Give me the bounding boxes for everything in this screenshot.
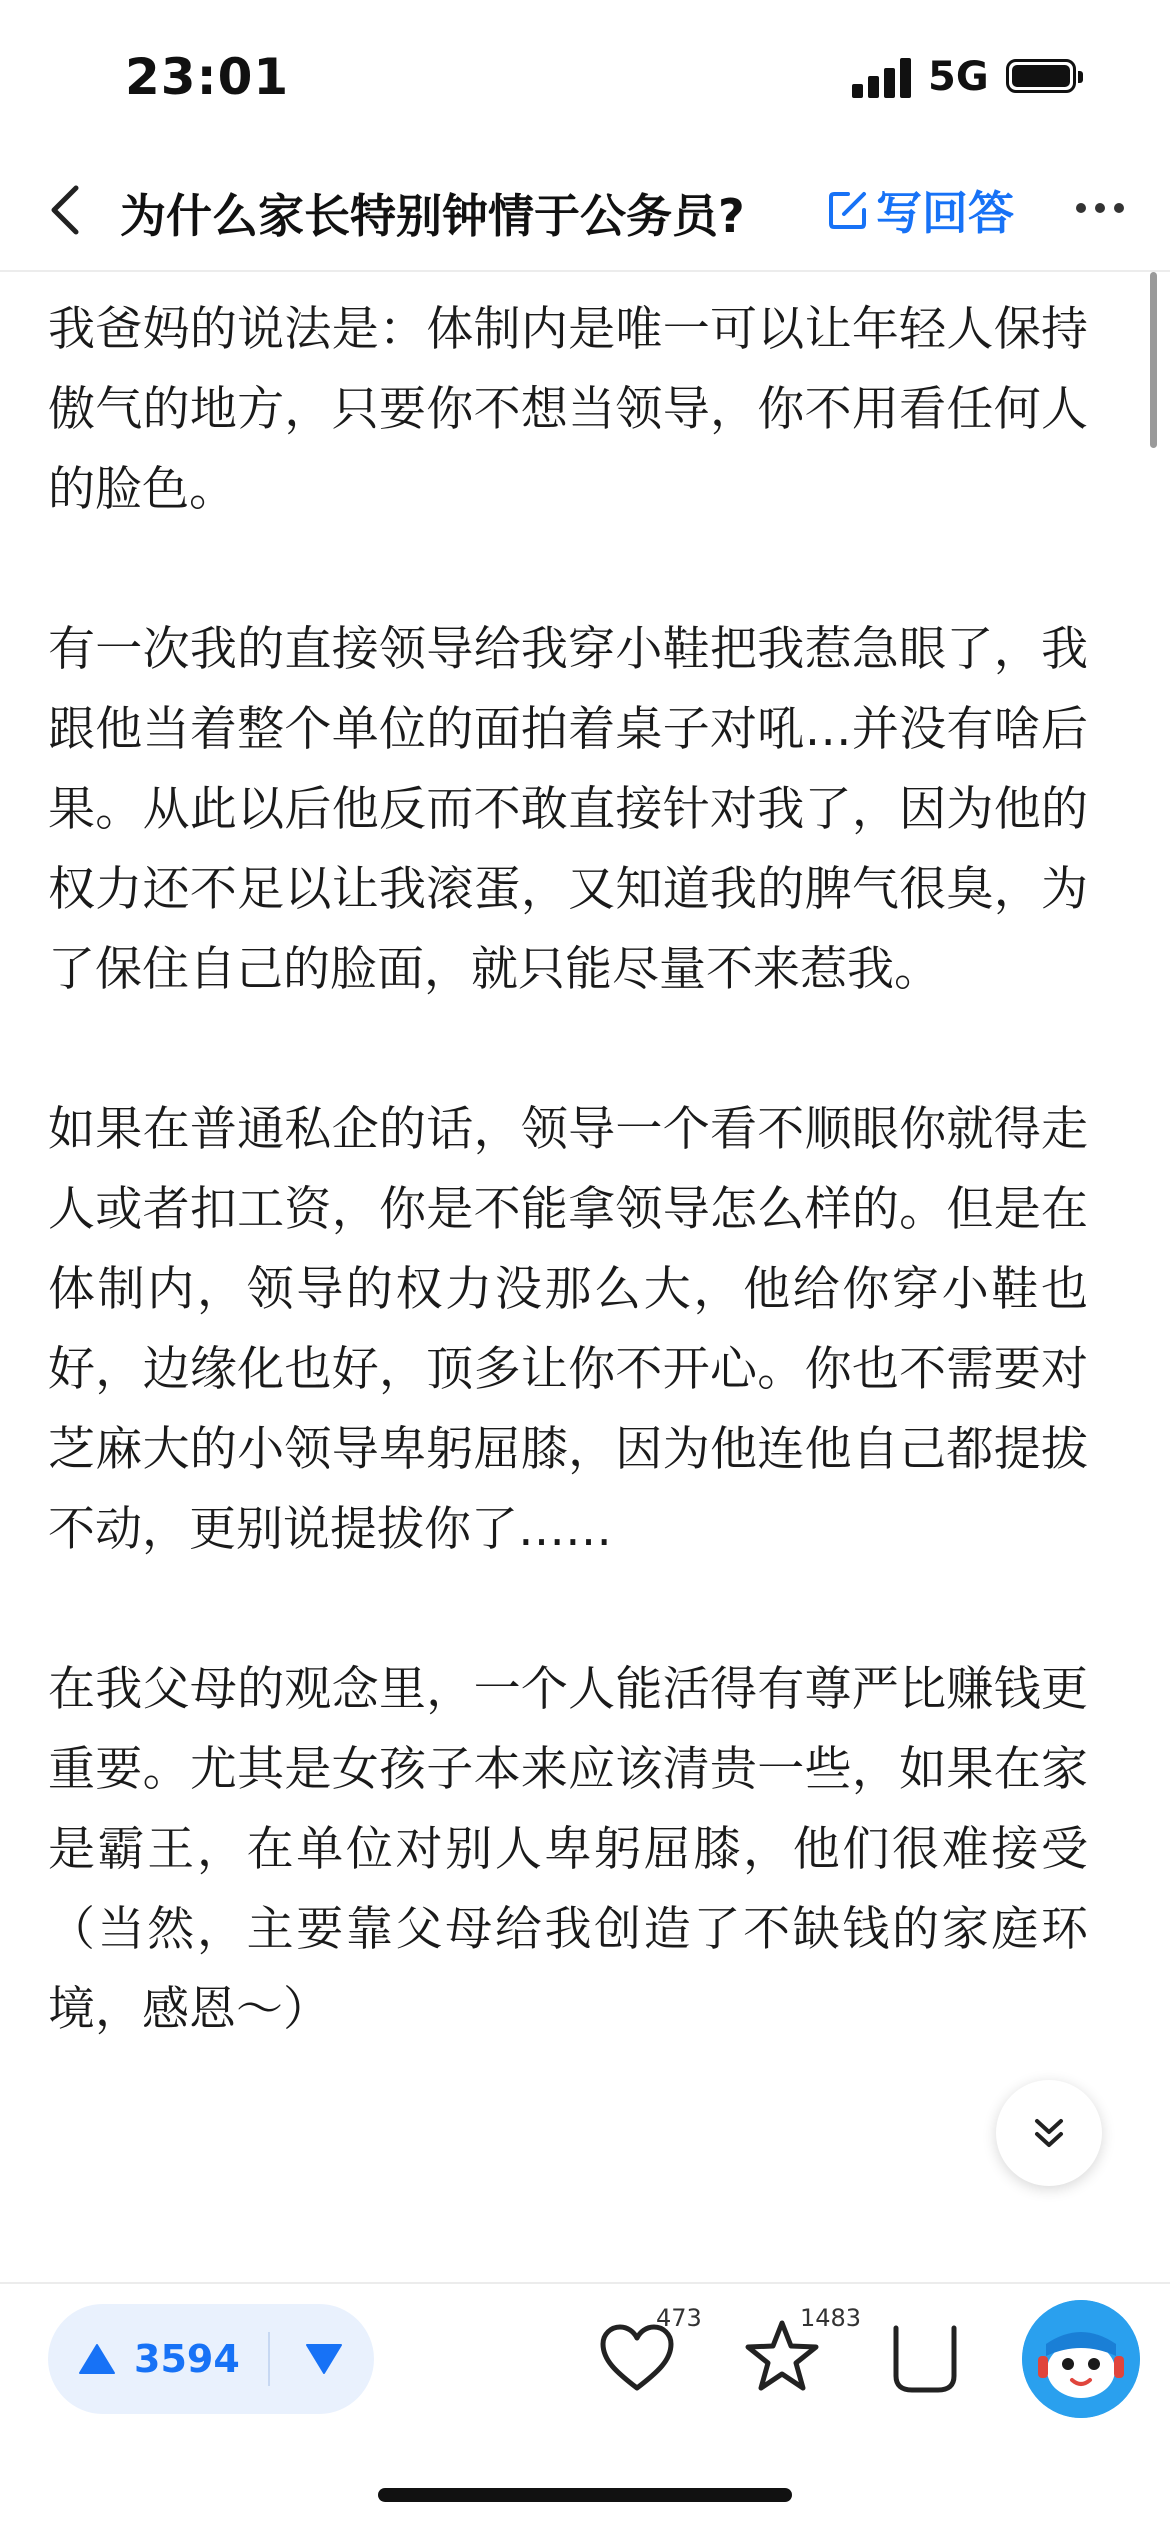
avatar[interactable]	[1022, 2300, 1140, 2418]
vote-control	[48, 2304, 374, 2414]
answer-paragraph: 有一次我的直接领导给我穿小鞋把我惹急眼了，我跟他当着整个单位的面拍着桌子对吼…并没有啥后果。从此以后他反而不敢直接针对我了，因为他的权力还不足以让我滚蛋，又知道我的脾气很臭，为了保住自己的脸面，就只能尽量不来惹我。	[48, 622, 1088, 997]
home-indicator[interactable]	[378, 2488, 792, 2502]
mascot-icon	[1022, 2300, 1140, 2418]
answer-content	[48, 290, 1088, 2130]
answer-paragraph: 如果在普通私企的话，领导一个看不顺眼你就得走人或者扣工资，你是不能拿领导怎么样的。但是在体制内，领导的权力没那么大，他给你穿小鞋也好，边缘化也好，顶多让你不开心。你也不需要对芝麻大的小领导卑躬屈膝，因为他连他自己都提拔不动，更别说提拔你了……	[48, 1102, 1088, 1557]
like-count: 473	[656, 2304, 702, 2332]
edit-icon	[826, 188, 870, 232]
back-icon[interactable]	[44, 180, 92, 240]
scrollbar[interactable]	[1150, 272, 1157, 448]
write-answer-button[interactable]	[826, 180, 1014, 240]
upvote-icon	[78, 2343, 116, 2375]
signal-icon	[852, 58, 914, 98]
status-time: 23:01	[125, 48, 290, 106]
nav-header	[0, 150, 1170, 272]
status-bar	[0, 0, 1170, 150]
heart-icon[interactable]	[598, 2322, 676, 2394]
comment-icon[interactable]	[890, 2324, 960, 2396]
write-answer-label: 写回答	[876, 186, 1014, 240]
upvote-button[interactable]	[78, 2304, 240, 2414]
network-type: 5G	[928, 54, 989, 100]
vote-divider	[268, 2332, 270, 2386]
scroll-down-icon	[1029, 2113, 1069, 2153]
question-title[interactable]: 为什么家长特别钟情于公务员?	[120, 189, 745, 243]
more-icon[interactable]	[1074, 198, 1126, 218]
battery-icon	[1006, 59, 1084, 95]
favorite-count: 1483	[800, 2304, 862, 2332]
answer-paragraph: 在我父母的观念里，一个人能活得有尊严比赚钱更重要。尤其是女孩子本来应该清贵一些，如果在家是霸王，在单位对别人卑躬屈膝，他们很难接受（当然，主要靠父母给我创造了不缺钱的家庭环境，感恩～）	[48, 1662, 1088, 2037]
answer-paragraph: 我爸妈的说法是：体制内是唯一可以让年轻人保持傲气的地方，只要你不想当领导，你不用看任何人的脸色。	[48, 302, 1088, 517]
scroll-down-button[interactable]	[996, 2080, 1102, 2186]
upvote-count: 3594	[134, 2337, 240, 2381]
downvote-button[interactable]	[304, 2342, 344, 2376]
